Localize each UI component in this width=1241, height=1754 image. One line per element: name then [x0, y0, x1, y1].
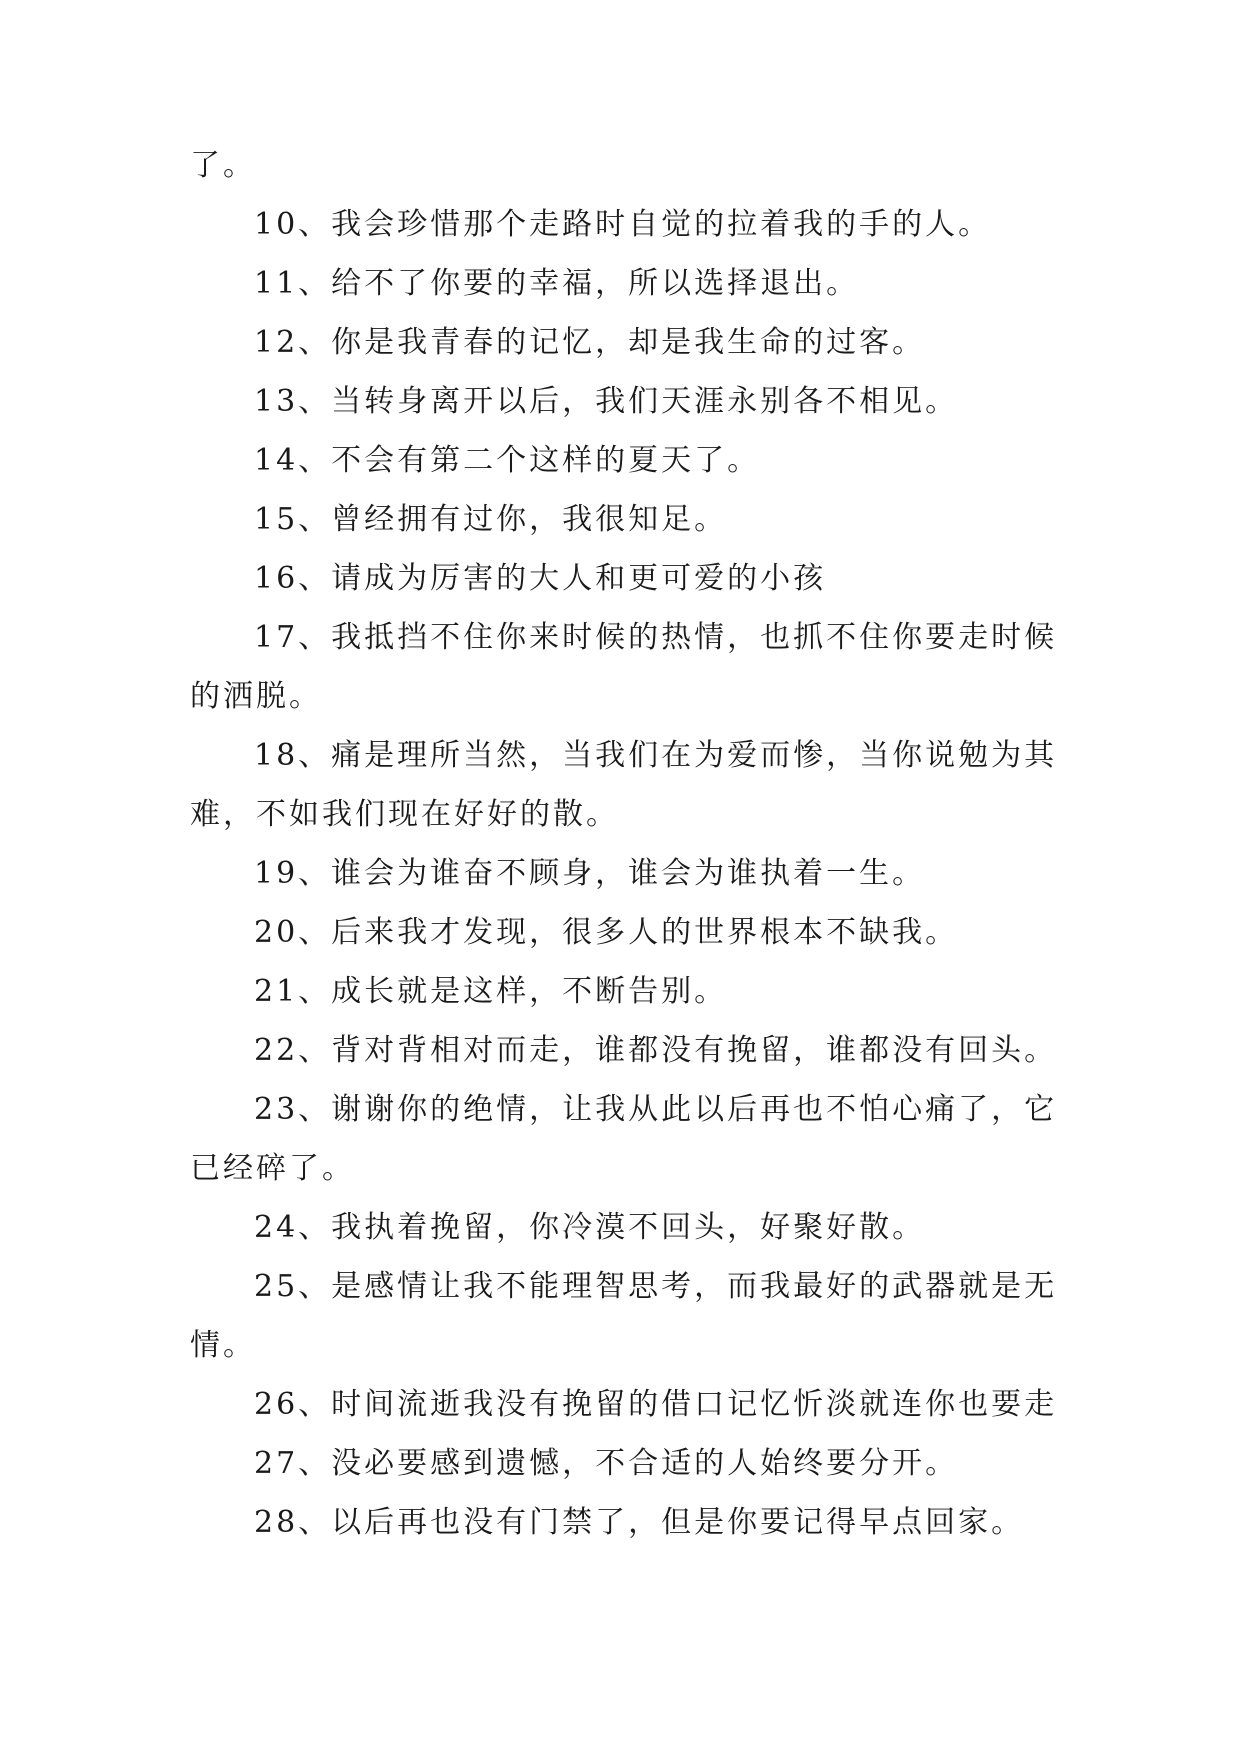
list-item-16: 16、请成为厉害的大人和更可爱的小孩: [254, 561, 827, 596]
list-item-24: 24、我执着挽留，你冷漠不回头，好聚好散。: [254, 1210, 926, 1245]
list-item-18: 18、痛是理所当然，当我们在为爱而惨，当你说勉为其: [254, 738, 1058, 773]
list-item-25-continued: 情。: [190, 1328, 256, 1363]
list-item-26: 26、时间流逝我没有挽留的借口记忆忻淡就连你也要走: [254, 1387, 1058, 1422]
list-item-10: 10、我会珍惜那个走路时自觉的拉着我的手的人。: [254, 207, 992, 242]
text-line: 了。: [190, 148, 256, 183]
list-item-18-continued: 难，不如我们现在好好的散。: [190, 797, 619, 832]
list-item-19: 19、谁会为谁奋不顾身，谁会为谁执着一生。: [254, 856, 926, 891]
list-item-23-continued: 已经碎了。: [190, 1151, 355, 1186]
list-item-15: 15、曾经拥有过你，我很知足。: [254, 502, 728, 537]
list-item-17: 17、我抵挡不住你来时候的热情，也抓不住你要走时候: [254, 620, 1058, 655]
list-item-25: 25、是感情让我不能理智思考，而我最好的武器就是无: [254, 1269, 1058, 1304]
list-item-20: 20、后来我才发现，很多人的世界根本不缺我。: [254, 915, 959, 950]
list-item-23: 23、谢谢你的绝情，让我从此以后再也不怕心痛了，它: [254, 1092, 1058, 1127]
list-item-28: 28、以后再也没有门禁了，但是你要记得早点回家。: [254, 1505, 1025, 1540]
list-item-17-continued: 的洒脱。: [190, 679, 322, 714]
document-body: [190, 136, 1070, 1552]
list-item-13: 13、当转身离开以后，我们天涯永别各不相见。: [254, 384, 959, 419]
list-item-14: 14、不会有第二个这样的夏天了。: [254, 443, 761, 478]
list-item-11: 11、给不了你要的幸福，所以选择退出。: [254, 266, 860, 301]
list-item-12: 12、你是我青春的记忆，却是我生命的过客。: [254, 325, 926, 360]
list-item-21: 21、成长就是这样，不断告别。: [254, 974, 728, 1009]
list-item-27: 27、没必要感到遗憾，不合适的人始终要分开。: [254, 1446, 959, 1481]
list-item-22: 22、背对背相对而走，谁都没有挽留，谁都没有回头。: [254, 1033, 1058, 1068]
